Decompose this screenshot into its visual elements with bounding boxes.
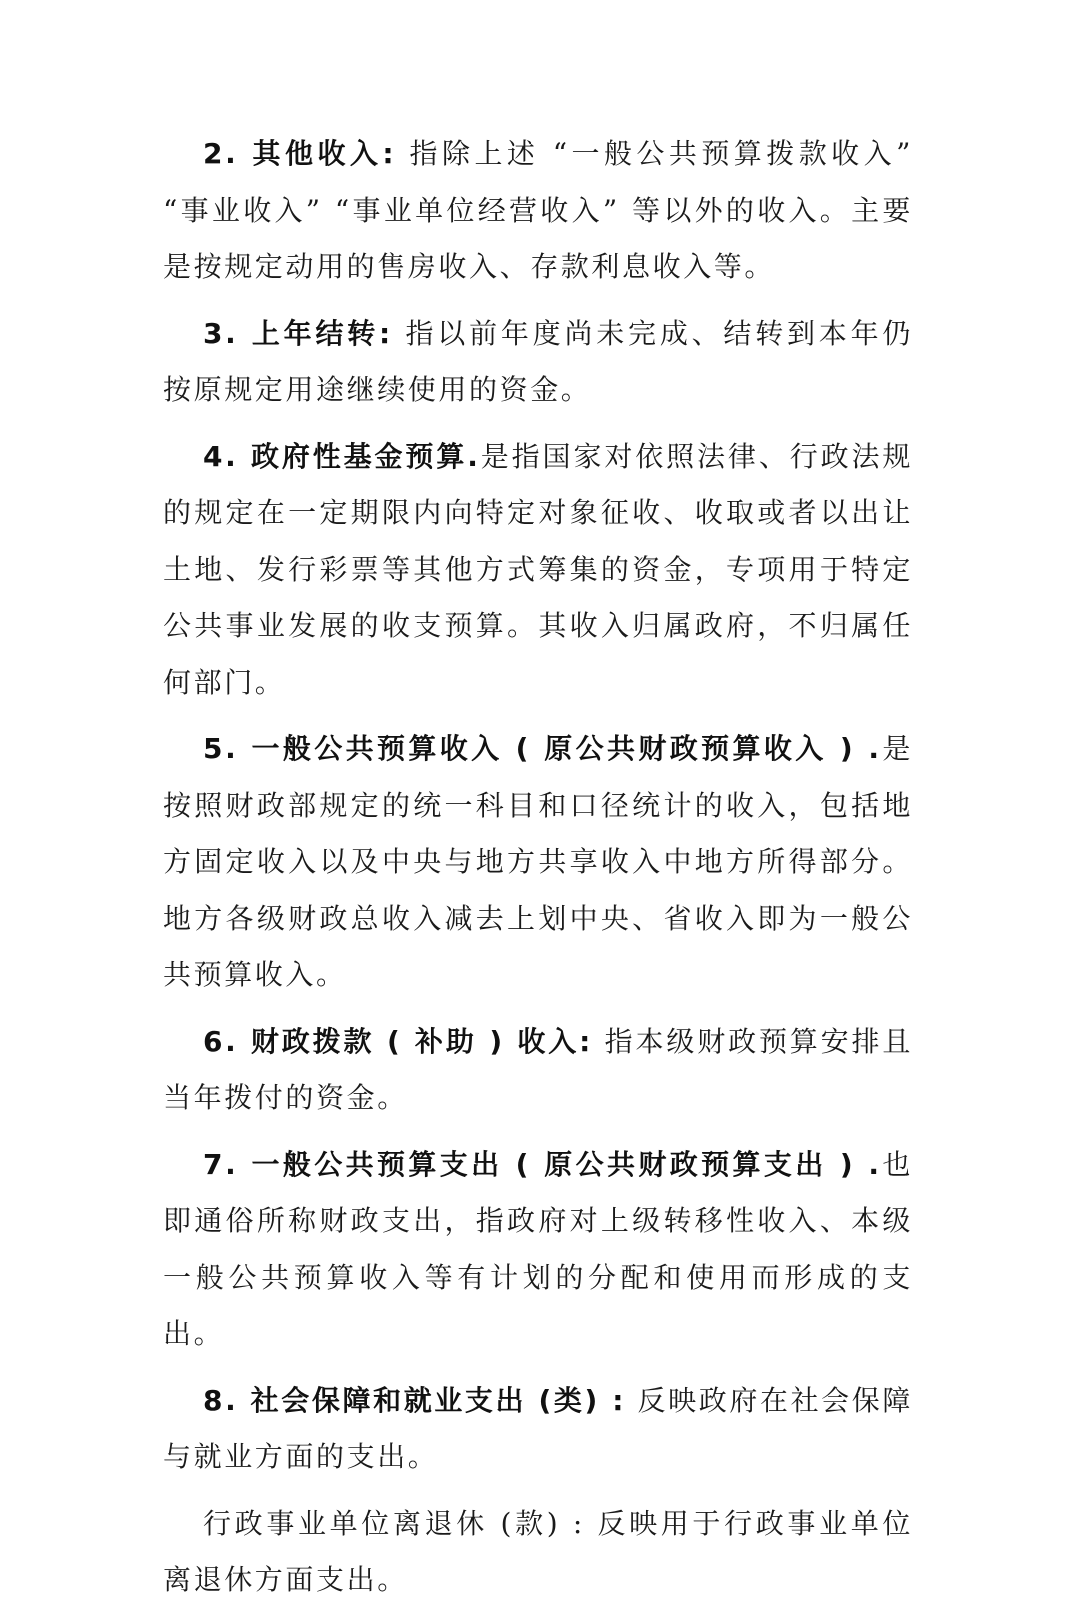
definition-fiscal-appropriation-income: 指本级财政预算安排且当年拨付的资金。: [163, 1024, 913, 1114]
paragraph-social-security-expenditure: [163, 1373, 913, 1486]
definition-social-security-expenditure: 反映政府在社会保障与就业方面的支出。: [163, 1383, 913, 1473]
definition-government-fund-budget: 是指国家对依照法律、行政法规的规定在一定期限内向特定对象征收、收取或者以出让土地、发行彩票等其他方式筹集的资金，专项用于特定公共事业发展的收支预算。其收入归属政府，不归属任何部门。: [163, 439, 913, 699]
term-social-security-expenditure: 8. 社会保障和就业支出 (类) :: [203, 1383, 627, 1417]
term-other-income: 2. 其他收入:: [203, 137, 397, 170]
definition-retirement-expenditure: 行政事业单位离退休 (款) : 反映用于行政事业单位离退休方面支出。: [163, 1506, 913, 1596]
term-general-public-budget-expenditure: 7. 一般公共预算支出 ( 原公共财政预算支出 ) .: [203, 1147, 882, 1181]
paragraph-general-public-budget-expenditure: [163, 1137, 913, 1363]
term-fiscal-appropriation-income: 6. 财政拨款 ( 补助 ) 收入:: [203, 1024, 593, 1058]
paragraph-general-public-budget-revenue: [163, 721, 913, 1004]
definition-prior-year-carryover: 指以前年度尚未完成、结转到本年仍按原规定用途继续使用的资金。: [163, 316, 913, 406]
term-general-public-budget-revenue: 5. 一般公共预算收入 ( 原公共财政预算收入 ) .: [203, 732, 882, 765]
definition-other-income: 指除上述 “一般公共预算拨款收入” “事业收入” “事业单位经营收入” 等以外的收入。主要是按规定动用的售房收入、存款利息收入等。: [163, 137, 914, 283]
definition-general-public-budget-expenditure: 也即通俗所称财政支出，指政府对上级转移性收入、本级一般公共预算收入等有计划的分配和使用而形成的支出。: [163, 1147, 913, 1350]
term-prior-year-carryover: 3. 上年结转:: [203, 316, 393, 350]
paragraph-prior-year-carryover: [163, 306, 913, 419]
document-body: [163, 126, 913, 1619]
paragraph-other-income: [163, 126, 913, 296]
paragraph-fiscal-appropriation-income: [163, 1014, 913, 1127]
paragraph-government-fund-budget: [163, 429, 913, 712]
paragraph-retirement-expenditure: [163, 1496, 913, 1609]
term-government-fund-budget: 4. 政府性基金预算.: [203, 439, 481, 473]
definition-general-public-budget-revenue: 是按照财政部规定的统一科目和口径统计的收入，包括地方固定收入以及中央与地方共享收入中地方所得部分。地方各级财政总收入减去上划中央、省收入即为一般公共预算收入。: [163, 732, 913, 991]
